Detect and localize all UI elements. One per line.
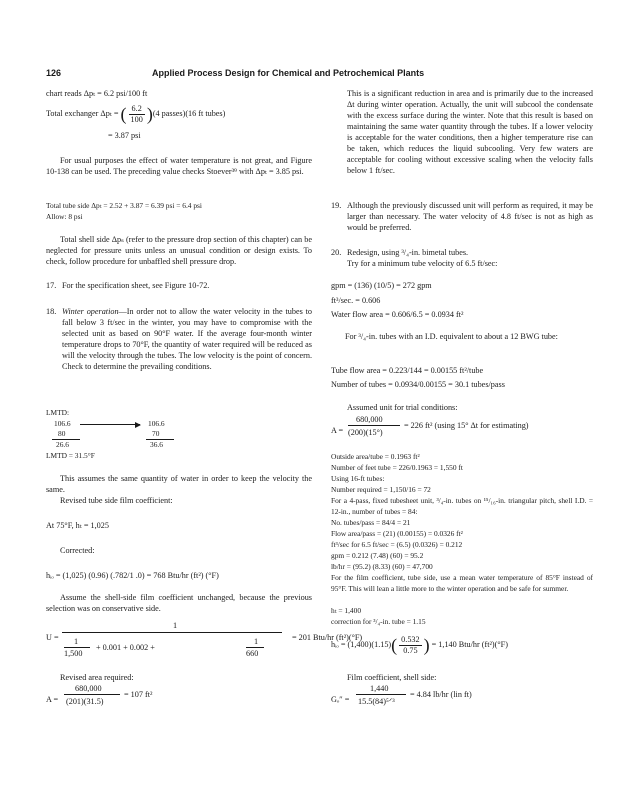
hio-equation: hᵢₒ = (1,025) (0.96) (.782/1 .0) = 768 Btu/hr (ft²) (°F) — [46, 571, 219, 580]
paragraph-same-quantity: This assumes the same quantity of water in order to keep the velocity the same. — [46, 474, 312, 494]
using-16-ft: Using 16-ft tubes: — [331, 474, 385, 483]
lmtd-label: LMTD: — [46, 408, 69, 417]
tube-flow-area: Tube flow area = 0.223/144 = 0.00155 ft²/tube — [331, 366, 484, 375]
ht-value: hₜ = 1,400 — [331, 606, 362, 615]
u-numerator: 1 — [173, 621, 178, 630]
paragraph-reduction: This is a significant reduction in area and is primarily due to the increased Δt during winter operation. Actually, the unit will subcool the condensate with the excess surface during the winter. Note that this result is based on maintaining the same water quantity through the tubes. If a lower velocity is acceptable for the water conditions, then a higher temperature rise can be taken, which reduces the liquid subcooling. Very few waters are acceptable for cooling without excessive scaling when the velocity falls below 1 ft/sec. — [347, 89, 593, 175]
number-feet-tube: Number of feet tube = 226/0.1963 = 1,550 ft — [331, 463, 463, 472]
go-denominator: 15.5(84)⁵ᐟ³ — [358, 697, 395, 706]
lmtd-arrow — [80, 424, 140, 425]
item-18-text: Winter operation—In order not to allow the water velocity in the tubes to fall below 3 ft/sec in the winter, you may have to compromise with the selected unit as based on 90°F water. If the average four-month winter temperature drops to 70°F, the quantity of water required will be reduced as will the velocity through the tubes. The low velocity is the point of concern. Check to determine the prevailing conditions. — [62, 307, 312, 371]
number-of-tubes: Number of tubes = 0.0934/0.00155 = 30.1 tubes/pass — [331, 380, 505, 389]
gpm-second: gpm = 0.212 (7.48) (60) = 95.2 — [331, 551, 424, 560]
correction-factor: correction for ³/₄-in. tube = 1.15 — [331, 617, 426, 626]
corrected-label: Corrected: — [60, 546, 95, 555]
at-75-f: At 75°F, hₜ = 1,025 — [46, 521, 109, 530]
page-number: 126 — [46, 68, 62, 78]
a-denominator-right: (200)(15°) — [348, 428, 383, 437]
assumed-unit: Assumed unit for trial conditions: — [347, 403, 458, 412]
item-18-number: 18. — [46, 307, 57, 316]
ft3-per-sec: ft³/sec. = 0.606 — [331, 296, 381, 305]
lmtd-result: LMTD = 31.5°F — [46, 451, 95, 460]
lmtd-diff-left: 26.6 — [56, 440, 69, 449]
outside-area: Outside area/tube = 0.1963 ft² — [331, 452, 420, 461]
paragraph-shell-side: Total shell side Δpₛ (refer to the pressure drop section of this chapter) can be neglected for pressure units unless an unusual condition or design exists. To check, follow procedure for unbaffled shell pressure drop. — [46, 235, 312, 266]
u-result: = 201 Btu/hr (ft²)(°F) — [292, 633, 363, 642]
ft3-sec-6-5: ft³/sec for 6.5 ft/sec = (6.5) (0.0326) = 0.212 — [331, 540, 463, 549]
item-19-text: Although the previously discussed unit will perform as required, it may be larger than necessary. The water velocity of 4.8 ft/sec is not as high as would be preferred. — [347, 201, 593, 232]
gpm-calc: gpm = (136) (10/5) = 272 gpm — [331, 281, 432, 290]
running-title: Applied Process Design for Chemical and Petrochemical Plants — [152, 68, 425, 78]
a-fraction-bar-left — [64, 694, 120, 695]
revised-area: Revised area required: — [60, 673, 134, 682]
u-den-one-b: 1 — [254, 637, 259, 646]
go-numerator: 1,440 — [370, 684, 389, 693]
lmtd-diff-right: 36.6 — [150, 440, 163, 449]
item-17-number: 17. — [46, 281, 57, 290]
go-result: = 4.84 lb/hr (lin ft) — [410, 690, 472, 699]
a-result-left: = 107 ft² — [124, 690, 153, 699]
hio-equation-right: hᵢₒ = (1,400)(1.15)( $\frac{0.532}{0.75}$ ) = 1,140 Btu/hr (ft²)(°F) — [331, 634, 508, 656]
item-20-text: Redesign, using ³/₄-in. bimetal tubes. — [347, 248, 469, 257]
item-20-number: 20. — [331, 248, 342, 257]
paragraph-tube-id: For ³/₄-in. tubes with an I.D. equivalent to about a 12 BWG tube: — [345, 332, 558, 341]
allow-text: Allow: 8 psi — [46, 212, 83, 221]
item-17-text: For the specification sheet, see Figure 10-72. — [62, 281, 210, 290]
lmtd-cold-in: 70 — [152, 429, 160, 438]
a-numerator-left: 680,000 — [75, 684, 102, 693]
u-den-1500: 1,500 — [64, 649, 83, 658]
lmtd-cold-out: 80 — [58, 429, 66, 438]
fraction-6-2-over-100: $\frac{6.2}{100}$ — [130, 103, 143, 124]
four-pass-unit: For a 4-pass, fixed tubesheet unit, ³/₄-in. tubes on ¹⁵/₁₆-in. triangular pitch, shell I.D. = 12-in., number of tubes = 84: — [331, 496, 593, 516]
film-coefficient-shell: Film coefficient, shell side: — [347, 673, 437, 682]
u-lhs: U = — [46, 633, 59, 642]
total-tube-side: Total tube side Δpₜ = 2.52 + 3.87 = 6.39 psi = 6.4 psi — [46, 201, 202, 210]
a-lhs-left: A = — [46, 695, 59, 704]
total-exchanger-equation: Total exchanger Δpₜ = ( $\frac{6.2}{100}$ )(4 passes)(16 ft tubes) — [46, 103, 226, 125]
flow-area-per-pass: Flow area/pass = (21) (0.00155) = 0.0326 ft² — [331, 529, 463, 538]
total-exchanger-result: = 3.87 psi — [108, 131, 141, 140]
a-lhs-right: A = — [331, 426, 344, 435]
paragraph-shell-coefficient: Assume the shell-side film coefficient unchanged, because the previous selection was on conservative side. — [46, 593, 312, 613]
a-denominator-left: (201)(31.5) — [66, 697, 104, 706]
item-20-sub: Try for a minimum tube velocity of 6.5 ft/sec: — [347, 259, 498, 268]
water-flow-area: Water flow area = 0.606/6.5 = 0.0934 ft² — [331, 310, 464, 319]
lmtd-hot-in: 106.6 — [54, 419, 71, 428]
u-den-one-a: 1 — [74, 637, 79, 646]
a-fraction-bar-right — [348, 425, 400, 426]
a-result-right: = 226 ft² (using 15° Δt for estimating) — [404, 421, 529, 430]
tubes-per-pass: No. tubes/pass = 84/4 = 21 — [331, 518, 411, 527]
item-19-number: 19. — [331, 201, 342, 210]
chart-reads: chart reads Δpₜ = 6.2 psi/100 ft — [46, 89, 148, 98]
u-fraction-bar — [62, 632, 282, 633]
paragraph-water-temperature: For usual purposes the effect of water temperature is not great, and Figure 10-138 can be used. The preceding value checks Stoever³⁹ with Δpₜ = 3.85 psi. — [46, 156, 312, 176]
film-coefficient-note: For the film coefficient, tube side, use a mean water temperature of 85°F instead of 95°F. This will lean a little more to the winter operation and be safe for summer. — [331, 573, 593, 593]
number-required: Number required = 1,150/16 = 72 — [331, 485, 431, 494]
lmtd-hot-out: 106.6 — [148, 419, 165, 428]
a-numerator-right: 680,000 — [356, 415, 383, 424]
u-den-660: 660 — [246, 649, 259, 658]
revised-tube-side: Revised tube side film coefficient: — [60, 496, 173, 505]
go-fraction-bar — [356, 694, 406, 695]
lb-per-hr: lb/hr = (95.2) (8.33) (60) = 47,700 — [331, 562, 433, 571]
go-lhs: Gₒ″ = — [331, 695, 350, 704]
fraction-0-532-over-0-75: $\frac{0.532}{0.75}$ — [401, 634, 420, 655]
u-den-mid: + 0.001 + 0.002 + — [96, 643, 155, 652]
